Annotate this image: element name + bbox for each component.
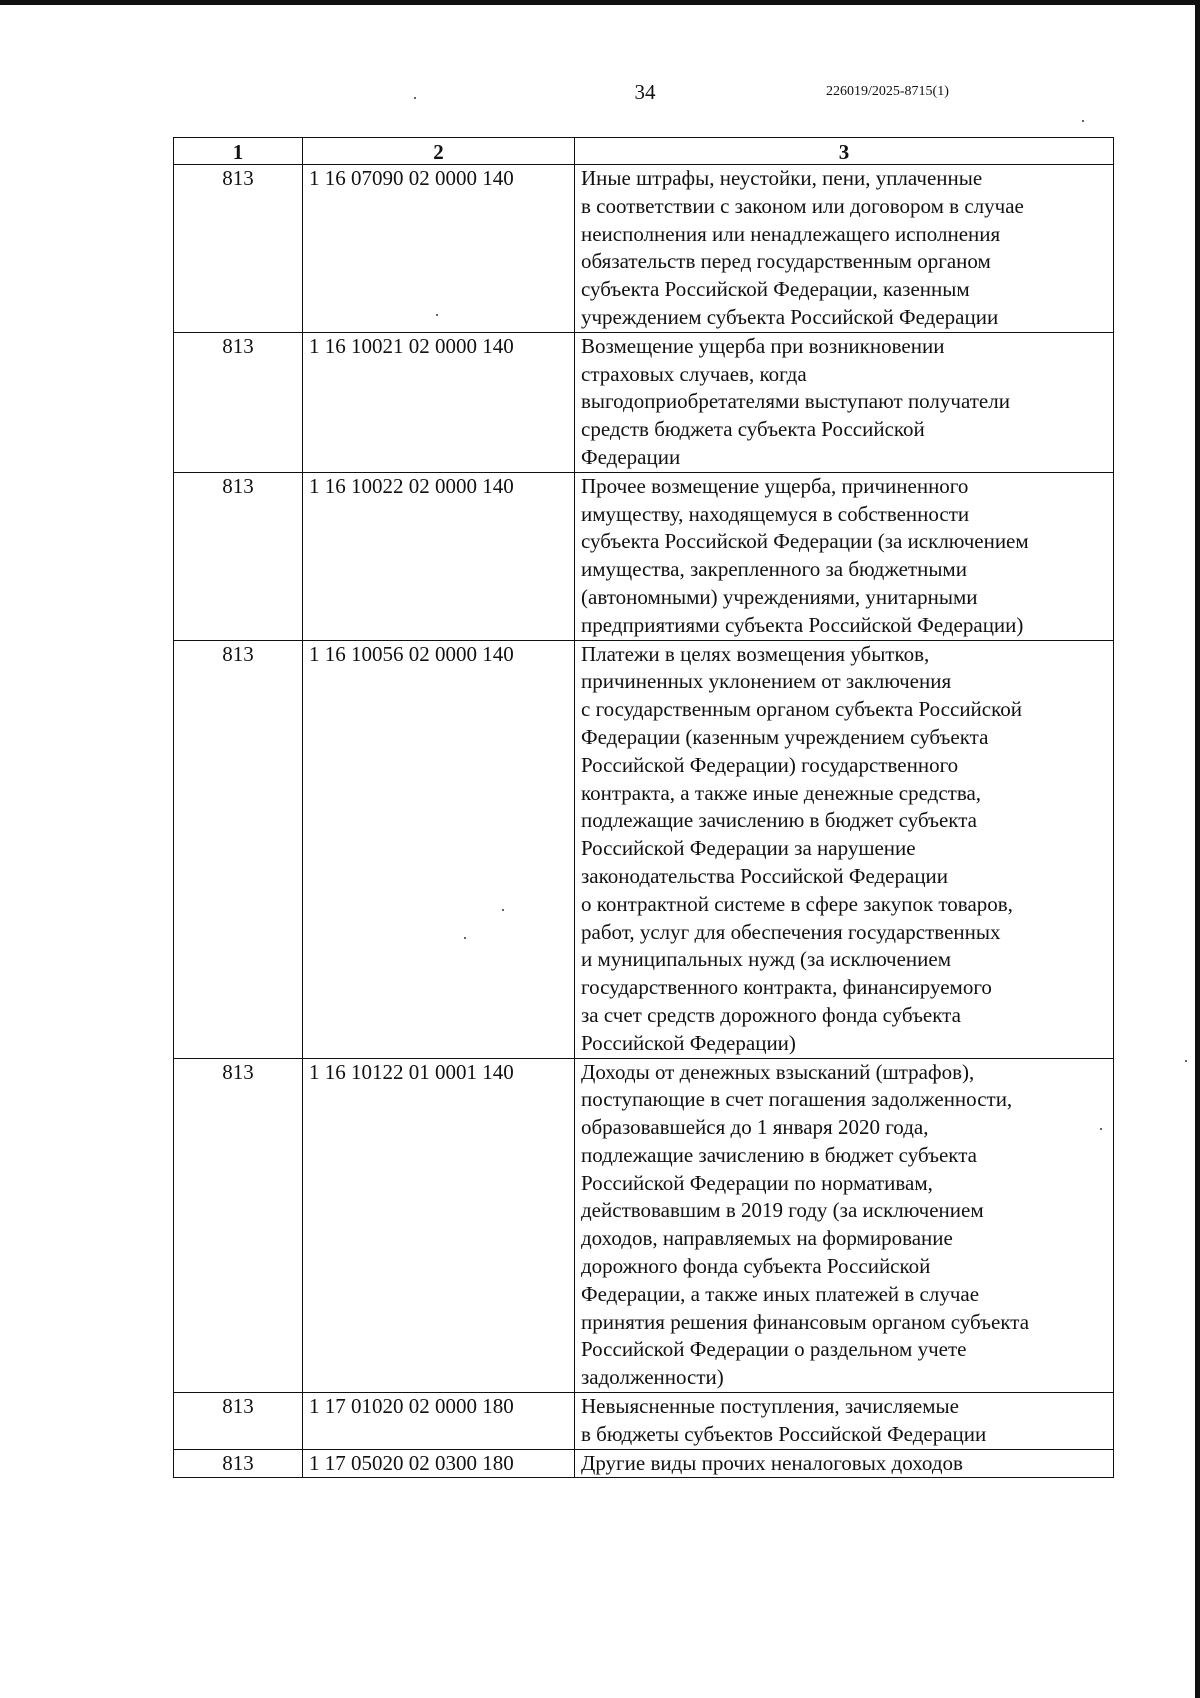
admin-code-cell: 813	[174, 165, 303, 333]
description-line: доходов, направляемых на формирование	[581, 1226, 953, 1251]
column-header: 1	[174, 138, 303, 165]
description-line: выгодоприобретателями выступают получатели	[581, 389, 1010, 414]
revenue-code-cell: 1 17 05020 02 0300 180	[303, 1449, 575, 1478]
description-line: (автономными) учреждениями, унитарными	[581, 584, 978, 609]
description-line: подлежащие зачислению в бюджет субъекта	[581, 808, 977, 833]
scan-speck	[414, 97, 416, 99]
description-cell	[575, 1058, 1114, 1393]
description-line: страховых случаев, когда	[581, 361, 807, 386]
description-line: в бюджеты субъектов Российской Федерации	[581, 1421, 987, 1446]
description-line: предприятиями субъекта Российской Федерации)	[581, 612, 1024, 637]
description-line: Российской Федерации)	[581, 1030, 796, 1055]
description-cell	[575, 1449, 1114, 1478]
revenue-code-cell: 1 16 10122 01 0001 140	[303, 1058, 575, 1393]
description-line: Платежи в целях возмещения убытков,	[581, 641, 930, 666]
description-line: работ, услуг для обеспечения государственных	[581, 919, 1001, 944]
description-line: Федерации (казенным учреждением субъекта	[581, 724, 989, 749]
description-line: Иные штрафы, неустойки, пени, уплаченные	[581, 166, 983, 190]
revenue-code-cell: 1 16 10022 02 0000 140	[303, 472, 575, 640]
revenue-code-cell: 1 17 01020 02 0000 180	[303, 1393, 575, 1450]
description-line: неисполнения или ненадлежащего исполнения	[581, 221, 1001, 246]
description-line: поступающие в счет погашения задолженности,	[581, 1087, 1013, 1112]
description-line: о контрактной системе в сфере закупок товаров,	[581, 891, 1013, 916]
description-cell	[575, 472, 1114, 640]
revenue-code-cell: 1 16 10056 02 0000 140	[303, 640, 575, 1058]
description-line: субъекта Российской Федерации (за исключением	[581, 529, 1029, 554]
description-line: Российской Федерации) государственного	[581, 752, 959, 777]
column-header: 2	[303, 138, 575, 165]
admin-code-cell: 813	[174, 1058, 303, 1393]
description-line: подлежащие зачислению в бюджет субъекта	[581, 1142, 977, 1167]
description-line: принятия решения финансовым органом субъекта	[581, 1309, 1030, 1334]
description-line: имуществу, находящемуся в собственности	[581, 501, 970, 526]
scan-edge-right	[1195, 0, 1200, 1698]
description-line: Доходы от денежных взысканий (штрафов),	[581, 1059, 975, 1084]
description-line: и муниципальных нужд (за исключением	[581, 947, 951, 972]
description-line: Российской Федерации о раздельном учете	[581, 1337, 967, 1362]
description-line: контракта, а также иные денежные средства,	[581, 780, 982, 805]
admin-code-cell: 813	[174, 332, 303, 472]
description-line: задолженности)	[581, 1365, 724, 1390]
description-line: действовавшим в 2019 году (за исключением	[581, 1198, 984, 1223]
table-row	[174, 165, 1114, 333]
page-number: 34	[634, 80, 656, 104]
description-line: за счет средств дорожного фонда субъекта	[581, 1002, 961, 1027]
description-line: законодательства Российской Федерации	[581, 863, 949, 888]
description-line: Российской Федерации за нарушение	[581, 836, 916, 861]
description-line: с государственным органом субъекта Российской	[581, 697, 1022, 722]
description-line: Российской Федерации по нормативам,	[581, 1170, 933, 1195]
description-line: Федерации	[581, 444, 681, 469]
admin-code-cell: 813	[174, 640, 303, 1058]
description-line: причиненных уклонением от заключения	[581, 669, 952, 694]
table-row	[174, 1058, 1114, 1393]
scan-edge-top	[0, 0, 1200, 5]
revenue-code-cell: 1 16 07090 02 0000 140	[303, 165, 575, 333]
admin-code-cell: 813	[174, 1393, 303, 1450]
table-row	[174, 472, 1114, 640]
table-header-row	[174, 138, 1114, 165]
description-line: учреждением субъекта Российской Федерации	[581, 304, 999, 329]
description-cell	[575, 1393, 1114, 1450]
scan-speck	[1082, 120, 1084, 122]
table-row	[174, 332, 1114, 472]
admin-code-cell: 813	[174, 1449, 303, 1478]
description-line: в соответствии с законом или договором в случае	[581, 193, 1024, 218]
column-header: 3	[575, 138, 1114, 165]
description-line: субъекта Российской Федерации, казенным	[581, 277, 970, 302]
description-line: имущества, закрепленного за бюджетными	[581, 557, 967, 582]
description-line: дорожного фонда субъекта Российской	[581, 1254, 931, 1279]
description-line: Прочее возмещение ущерба, причиненного	[581, 473, 969, 498]
description-line: образовавшейся до 1 января 2020 года,	[581, 1115, 929, 1140]
table-body	[174, 165, 1114, 1478]
description-line: обязательств перед государственным органом	[581, 249, 991, 274]
description-line: государственного контракта, финансируемого	[581, 975, 992, 1000]
revenue-codes-table	[173, 137, 1114, 1478]
table-row	[174, 640, 1114, 1058]
description-line: Другие виды прочих неналоговых доходов	[581, 1450, 963, 1475]
description-cell	[575, 332, 1114, 472]
admin-code-cell: 813	[174, 472, 303, 640]
description-cell	[575, 165, 1114, 333]
description-cell	[575, 640, 1114, 1058]
description-line: Невыясненные поступления, зачисляемые	[581, 1394, 959, 1419]
document-id: 226019/2025-8715(1)	[826, 84, 949, 99]
description-line: Федерации, а также иных платежей в случае	[581, 1281, 980, 1306]
description-line: средств бюджета субъекта Российской	[581, 417, 925, 442]
description-line: Возмещение ущерба при возникновении	[581, 333, 945, 358]
scan-speck	[1185, 1060, 1187, 1062]
table-row	[174, 1449, 1114, 1478]
revenue-code-cell: 1 16 10021 02 0000 140	[303, 332, 575, 472]
table-row	[174, 1393, 1114, 1450]
